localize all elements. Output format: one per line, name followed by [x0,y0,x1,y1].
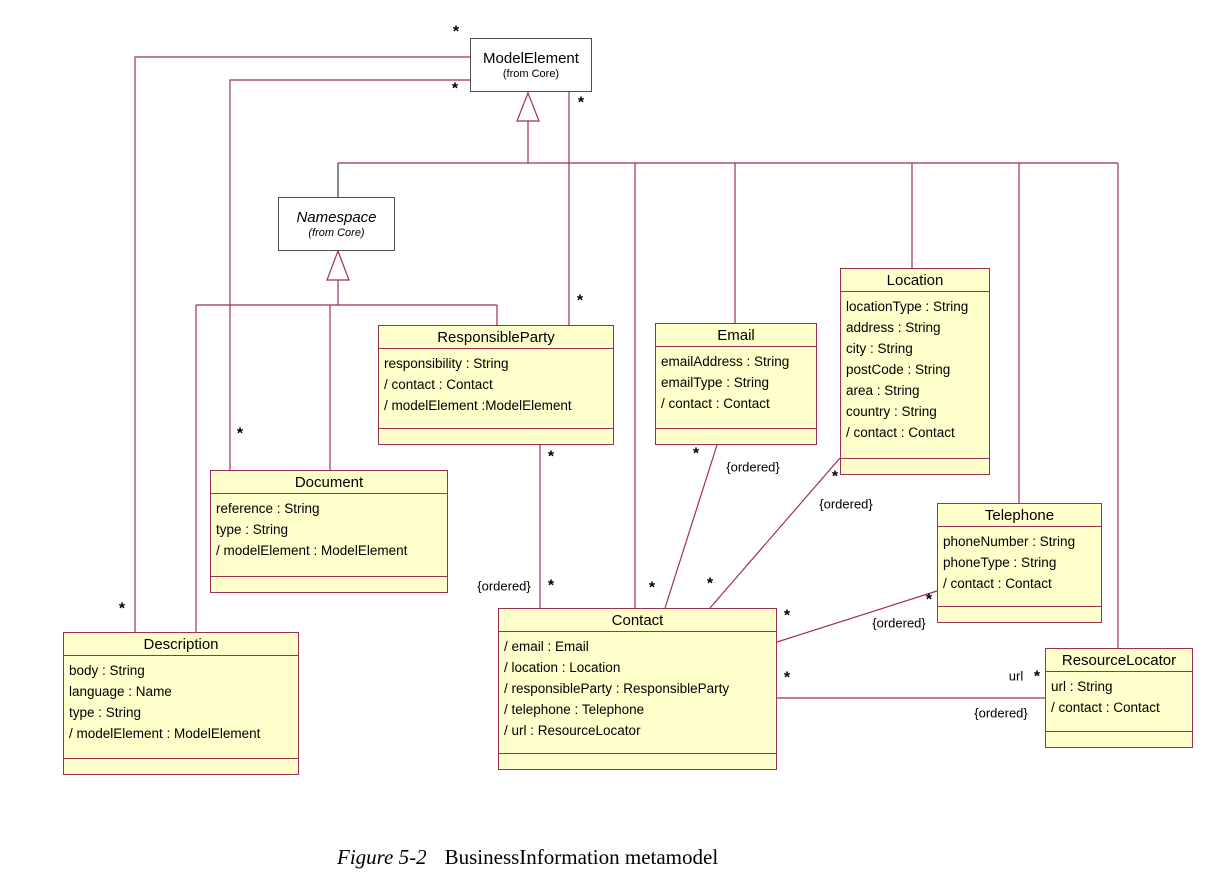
class-document [210,470,448,593]
attribute: url : String [1051,679,1113,694]
ordered-telephone-contact: {ordered} [872,615,926,631]
attribute: phoneType : String [943,555,1057,570]
class-name: ResourceLocator [1046,649,1192,672]
attributes-compartment [64,656,298,759]
class-name: Document [211,471,447,494]
attribute: / contact : Contact [661,396,770,411]
attribute: type : String [216,522,289,537]
attribute: / modelElement : ModelElement [216,543,408,558]
attribute: reference : String [216,501,320,516]
class-email [655,323,817,445]
operations-compartment [938,607,1101,622]
attribute: language : Name [69,684,172,699]
assoc-location-contact [710,458,840,608]
class-name: ModelElement [483,49,579,67]
operations-compartment [379,429,613,444]
attribute: emailType : String [661,375,770,390]
class-modelelement [470,38,592,92]
mult-me-description-desc-end: * [118,600,126,618]
attribute: / url : ResourceLocator [504,723,641,738]
mult-me-responsibleparty-me-end: * [577,94,585,112]
mult-email-contact-contact-end: * [648,579,656,597]
mult-location-contact-contact-end: * [706,575,714,593]
mult-me-document-doc-end: * [236,425,244,443]
ordered-rp-contact: {ordered} [477,578,531,594]
attribute: / contact : Contact [1051,700,1160,715]
class-name: Namespace [296,208,377,226]
class-telephone [937,503,1102,623]
class-name: Email [656,324,816,347]
mult-rp-contact-contact-end: * [547,577,555,595]
generalization-arrow-modelelement [517,93,539,121]
mult-me-description-me-end: * [452,23,460,41]
class-location [840,268,990,475]
attribute: locationType : String [846,299,969,314]
operations-compartment [64,759,298,774]
attribute: / responsibleParty : ResponsibleParty [504,681,730,696]
attribute: body : String [69,663,145,678]
attribute: address : String [846,320,941,335]
attribute: emailAddress : String [661,354,790,369]
mult-telephone-contact-contact-end: * [783,607,791,625]
class-responsibleparty [378,325,614,445]
attribute: / contact : Contact [384,377,493,392]
class-package: (from Core) [308,226,365,239]
attributes-compartment [656,347,816,429]
attribute: postCode : String [846,362,951,377]
mult-email-contact-email-end: * [692,445,700,463]
ordered-email-contact: {ordered} [726,459,780,475]
attribute: / modelElement :ModelElement [384,398,572,413]
class-name: Contact [499,609,776,632]
attribute: area : String [846,383,920,398]
attribute: phoneNumber : String [943,534,1076,549]
generalization-arrow-namespace [327,251,349,280]
operations-compartment [211,577,447,592]
attribute: responsibility : String [384,356,509,371]
attributes-compartment [499,632,776,754]
class-namespace [278,197,395,251]
attribute: / email : Email [504,639,589,654]
class-contact [498,608,777,770]
attributes-compartment [938,527,1101,607]
attribute: city : String [846,341,913,356]
attribute: type : String [69,705,142,720]
mult-resourcelocator-contact-contact-end: * [783,669,791,687]
ordered-location-contact: {ordered} [819,496,873,512]
mult-resourcelocator-contact-rl-end: * [1033,668,1041,686]
attributes-compartment [841,292,989,459]
figure-number: Figure 5-2 [337,845,427,869]
attributes-compartment [1046,672,1192,732]
operations-compartment [1046,732,1192,747]
attribute: / contact : Contact [846,425,955,440]
class-package: (from Core) [502,67,560,80]
class-name: Location [841,269,989,292]
figure-caption [337,845,718,870]
attribute: country : String [846,404,937,419]
attributes-compartment [211,494,447,577]
attribute: / telephone : Telephone [504,702,645,717]
operations-compartment [841,459,989,474]
operations-compartment [656,429,816,444]
class-description [63,632,299,775]
operations-compartment [499,754,776,769]
attributes-compartment [379,349,613,429]
attribute: / modelElement : ModelElement [69,726,261,741]
attribute: / contact : Contact [943,576,1052,591]
mult-me-responsibleparty-rp-end: * [576,292,584,310]
class-resourcelocator [1045,648,1193,748]
mult-rp-contact-rp-end: * [547,448,555,466]
class-name: Description [64,633,298,656]
class-name: ResponsibleParty [379,326,613,349]
attribute: / location : Location [504,660,621,675]
mult-location-contact-location-end: * [831,468,839,486]
ordered-resourcelocator-contact: {ordered} [974,705,1028,721]
role-label-url: url [1008,668,1024,684]
mult-telephone-contact-telephone-end: * [925,591,933,609]
class-name: Telephone [938,504,1101,527]
mult-me-document-me-end: * [451,80,459,98]
figure-title: BusinessInformation metamodel [444,845,719,869]
